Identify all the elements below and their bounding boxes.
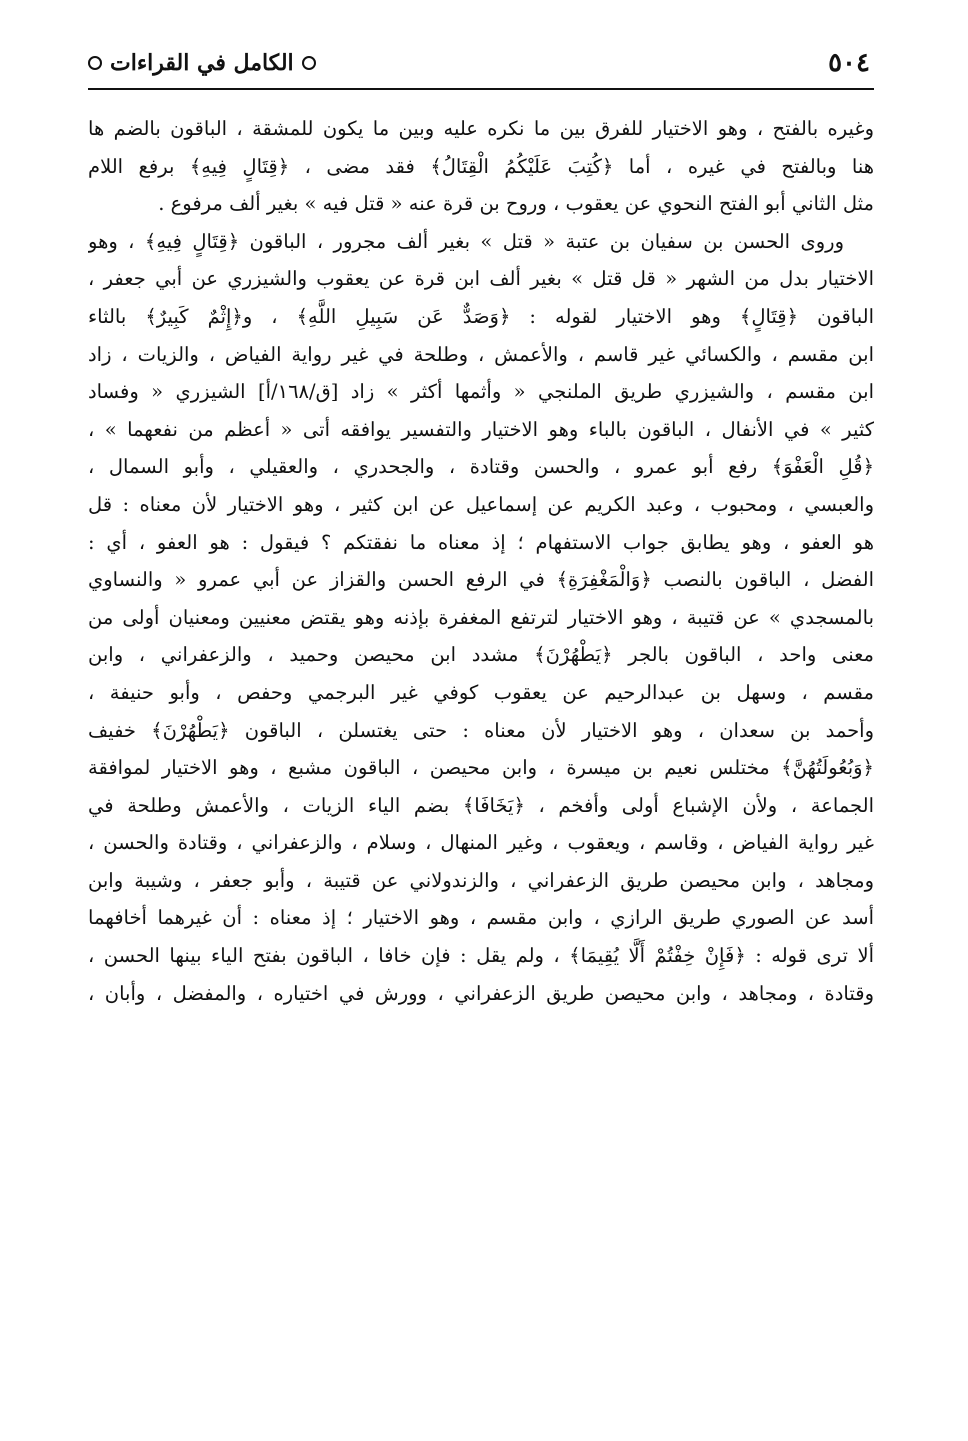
text-line: مثل الثاني أبو الفتح النحوي عن يعقوب ، وروح بن قرة عنه « قتل فيه » بغير ألف مرفوع . <box>158 192 874 216</box>
circle-ornament-icon <box>88 56 102 70</box>
page-number: ٥٠٤ <box>828 48 870 78</box>
text-line: والعبسي ، ومحبوب ، وعبد الكريم عن إسماعيل عن ابن كثير ، وهو الاختيار لأن معناه : قل <box>88 492 874 516</box>
text-line: ابن مقسم ، والشيزري طريق الملنجي « وأثمها أكثر » زاد [ق/١٦٨/أ] الشيزري « وفساد <box>88 380 874 404</box>
text-line: أسد عن الصوري طريق الرازي ، وابن مقسم ، وهو الاختيار ؛ إذ معناه : أن غيرهما أخافهما <box>88 906 874 930</box>
text-line: الفضل ، الباقون بالنصب ﴿وَالْمَغْفِرَةِ﴾ في الرفع الحسن والقزاز عن أبي عمرو « والنساوي <box>88 568 874 592</box>
circle-ornament-icon <box>302 56 316 70</box>
text-line: غير رواية الفياض ، وقاسم ، ويعقوب ، وغير المنهال ، وسلام ، والزعفراني ، وقتادة والحسن ، <box>88 831 874 855</box>
text-line: ﴿قُلِ الْعَفْوَ﴾ رفع أبو عمرو ، والحسن وقتادة ، والجحدري ، والعقيلي ، وأبو السمال ، <box>88 455 874 479</box>
text-line: معنى واحد ، الباقون بالجر ﴿يَطْهُرْنَ﴾ مشدد ابن محيصن وحميد ، والزعفراني ، وابن <box>88 643 874 667</box>
text-line: الباقون ﴿قِتَالٍ﴾ وهو الاختيار لقوله : ﴿وَصَدٌّ عَن سَبِيلِ اللَّهِ﴾ ، و﴿إِثْمٌ كَبِيرٌ﴾ بالثاء <box>88 304 874 328</box>
text-line: وقتادة ، ومجاهد ، وابن محيصن طريق الزعفراني ، وورش في اختياره ، والمفضل ، وأبان ، <box>88 981 874 1005</box>
text-line: ومجاهد ، وابن محيصن طريق الزعفراني ، والزندولاني عن قتيبة ، وأبو جعفر ، وشيبة وابن <box>88 868 874 892</box>
running-title <box>88 50 316 76</box>
text-line: الاختيار بدل من الشهر « قل قتل » بغير ألف ابن قرة عن يعقوب والشيزري عن أبي جعفر ، <box>88 267 874 291</box>
text-line: كثير » في الأنفال ، الباقون بالباء وهو الاختيار والتفسير يوافقه أتى « أعظم من نفعهما » ، <box>88 417 874 441</box>
text-line: ﴿وَبُعُولَتُهُنَّ﴾ مختلس نعيم بن ميسرة ، وابن محيصن ، الباقون مشبع ، وهو الاختيار لموافقة <box>88 756 874 780</box>
text-line: ألا ترى قوله : ﴿فَإِنْ خِفْتُمْ أَلَّا يُقِيمَا﴾ ، ولم يقل : فإن خافا ، الباقون بفتح الياء بينها الحسن ، <box>88 944 874 968</box>
text-line: هنا وبالفتح في غيره ، أما ﴿كُتِبَ عَلَيْكُمُ الْقِتَالُ﴾ فقد مضى ، ﴿قِتَالٍ فِيهِ﴾ برفع اللام <box>88 154 874 178</box>
text-line: الجماعة ، ولأن الإشباع أولى وأفخم ، ﴿يَخَافَا﴾ بضم الياء الزيات ، والأعمش وطلحة في <box>88 793 874 817</box>
text-line: وروى الحسن بن سفيان بن عتبة « قتل » بغير ألف مجرور ، الباقون ﴿قِتَالٍ فِيهِ﴾ ، وهو <box>88 229 844 253</box>
text-line: هو العفو ، وهو يطابق جواب الاستفهام ؛ إذ معناه ما نفقتكم ؟ فيقول : هو العفو ، أي : <box>88 530 874 554</box>
book-page <box>88 38 874 1418</box>
book-title: الكامل في القراءات <box>110 50 294 76</box>
text-line: وأحمد بن سعدان ، وهو الاختيار لأن معناه : حتى يغتسلن ، الباقون ﴿يَطْهُرْنَ﴾ خفيف <box>88 718 874 742</box>
text-line: بالمسجدي » عن قتيبة ، وهو الاختيار لترتفع المغفرة بإذنه وهو يقتض معنيين ومعنيان أولى من <box>88 605 874 629</box>
page-header <box>88 38 874 90</box>
text-line: ابن مقسم ، والكسائي غير قاسم ، والأعمش ، وطلحة في غير رواية الفياض ، والزيات ، زاد <box>88 342 874 366</box>
body-text <box>88 110 874 1012</box>
text-line: مقسم ، وسهل بن عبدالرحيم عن يعقوب كوفي غير البرجمي وحفص ، وأبو حنيفة ، <box>88 680 874 704</box>
text-line: وغيره بالفتح ، وهو الاختيار للفرق بين ما نكره عليه وبين ما يكون للمشقة ، الباقون بالضم ها <box>88 117 874 140</box>
